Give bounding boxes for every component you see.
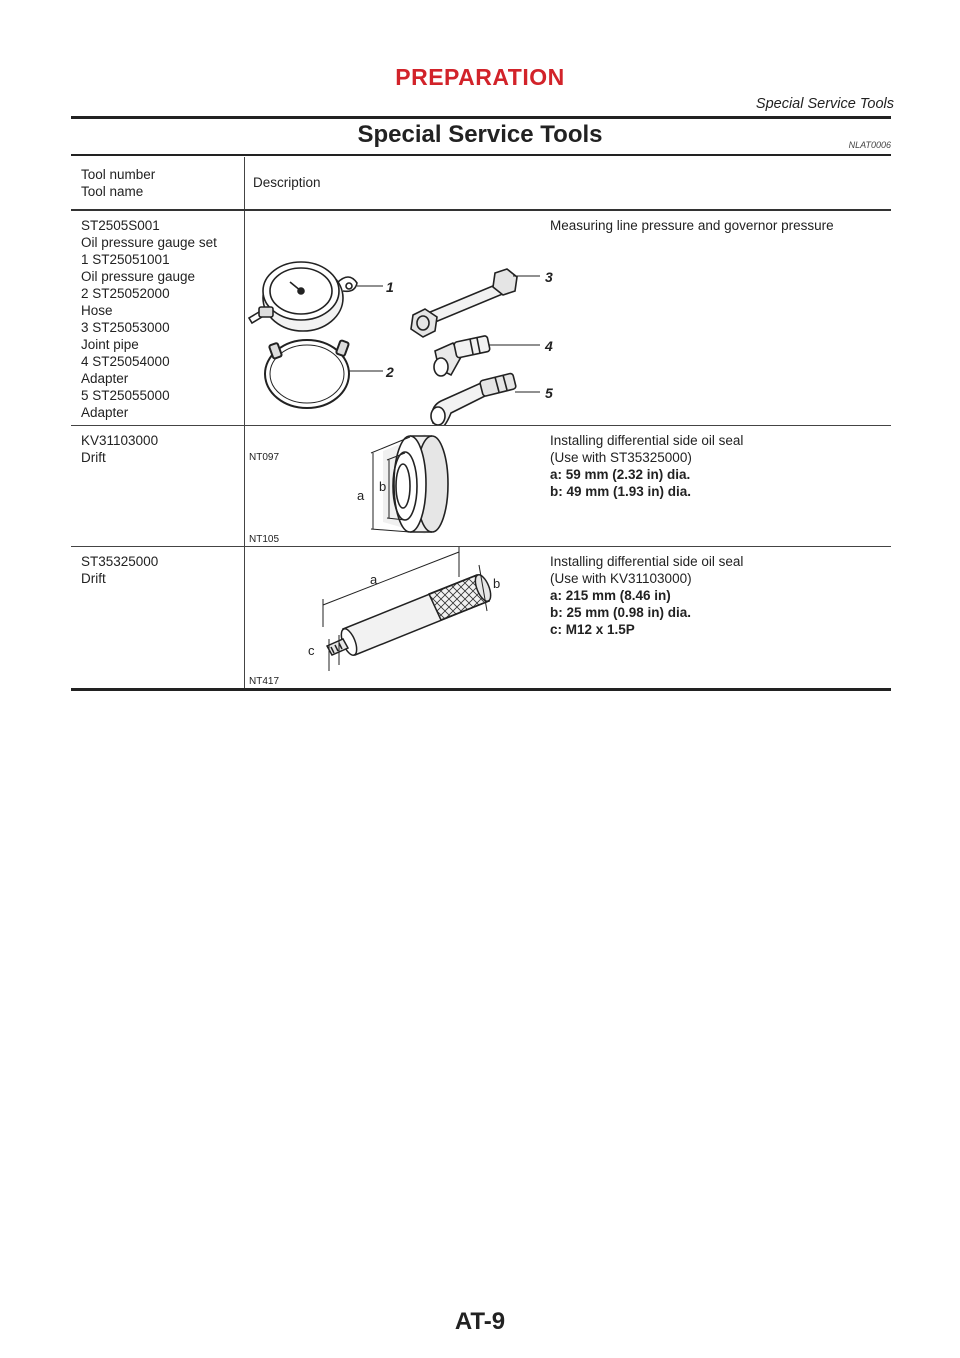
tool-line: KV31103000: [81, 433, 159, 448]
header-description: Description: [253, 175, 321, 190]
drift-rod-icon: [327, 573, 494, 657]
section-title: Special Service Tools: [357, 121, 603, 148]
tool-line: 4 ST25054000: [81, 354, 170, 369]
drift-st35325000-figure: [245, 547, 543, 687]
header-figure-cell: [245, 157, 544, 210]
tool-line: 2 ST25052000: [81, 286, 170, 301]
tool-line: Joint pipe: [81, 337, 139, 352]
joint-pipe-icon: [411, 269, 517, 337]
dim-label-a: a: [357, 488, 365, 503]
page-number: AT-9: [454, 1308, 506, 1335]
description-spec: b: 25 mm (0.98 in) dia.: [550, 605, 692, 620]
tool-line: Adapter: [81, 405, 129, 420]
tool-line: Drift: [81, 571, 106, 586]
table-row: [71, 426, 891, 547]
dim-label-b: b: [379, 479, 387, 494]
figure-code: NT105: [249, 534, 280, 545]
tool-line: Oil pressure gauge: [81, 269, 196, 284]
drift-kv31103000-figure: [245, 426, 543, 544]
dim-label-b: b: [493, 576, 501, 591]
section-code: NLAT0006: [848, 140, 891, 150]
description-cell: [543, 547, 891, 690]
tool-cell: [71, 210, 245, 426]
tool-line: Adapter: [81, 371, 129, 386]
dim-label-a: a: [370, 572, 378, 587]
figure-cell: [245, 426, 544, 547]
table-row: [71, 547, 891, 690]
description-text: Measuring line pressure and governor pressure: [550, 218, 834, 233]
figure-code: NT097: [249, 452, 280, 463]
header-tool-name: Tool name: [81, 184, 144, 199]
table-row: [71, 210, 891, 426]
section-rule: [71, 154, 891, 156]
tool-line: ST35325000: [81, 554, 159, 569]
tool-cell: [71, 547, 245, 690]
description-spec: a: 215 mm (8.46 in): [550, 588, 671, 603]
oil-pressure-gauge-set-figure: [245, 211, 543, 425]
chapter-subtitle: Special Service Tools: [755, 96, 894, 112]
header-tool-number: Tool number: [81, 167, 156, 182]
callout-5: 5: [545, 385, 553, 401]
callout-2: 2: [386, 364, 394, 380]
description-text: (Use with ST35325000): [550, 450, 692, 465]
description-spec: c: M12 x 1.5P: [550, 622, 635, 637]
table-header-row: [71, 157, 891, 210]
figure-cell: [245, 210, 553, 463]
figure-cell: [245, 547, 544, 690]
tool-line: Hose: [81, 303, 113, 318]
description-text: Installing differential side oil seal: [550, 433, 744, 448]
tool-line: ST2505S001: [81, 218, 160, 233]
description-spec: b: 49 mm (1.93 in) dia.: [550, 484, 692, 499]
description-cell: [543, 210, 891, 426]
tool-line: Oil pressure gauge set: [81, 235, 217, 250]
description-text: Installing differential side oil seal: [550, 554, 744, 569]
tool-line: 1 ST25051001: [81, 252, 170, 267]
tool-line: 5 ST25055000: [81, 388, 170, 403]
header-empty-cell: [543, 157, 891, 210]
hose-icon: [265, 340, 349, 408]
callout-1: 1: [386, 279, 394, 295]
tools-table: [71, 157, 891, 691]
chapter-title: PREPARATION: [395, 64, 565, 90]
pressure-gauge-icon: [249, 262, 357, 331]
callout-4: 4: [545, 338, 553, 354]
adapter-long-elbow-icon: [431, 373, 516, 425]
callout-3: 3: [545, 269, 553, 285]
tool-line: Drift: [81, 450, 106, 465]
header-tool-cell: [71, 157, 245, 210]
dim-label-c: c: [308, 643, 315, 658]
adapter-elbow-icon: [434, 335, 490, 376]
figure-code: NT417: [249, 676, 280, 687]
description-text: (Use with KV31103000): [550, 571, 692, 586]
tool-line: 3 ST25053000: [81, 320, 170, 335]
tool-cell: [71, 426, 245, 547]
description-cell: [543, 426, 891, 547]
description-spec: a: 59 mm (2.32 in) dia.: [550, 467, 691, 482]
header-rule: [71, 116, 891, 119]
